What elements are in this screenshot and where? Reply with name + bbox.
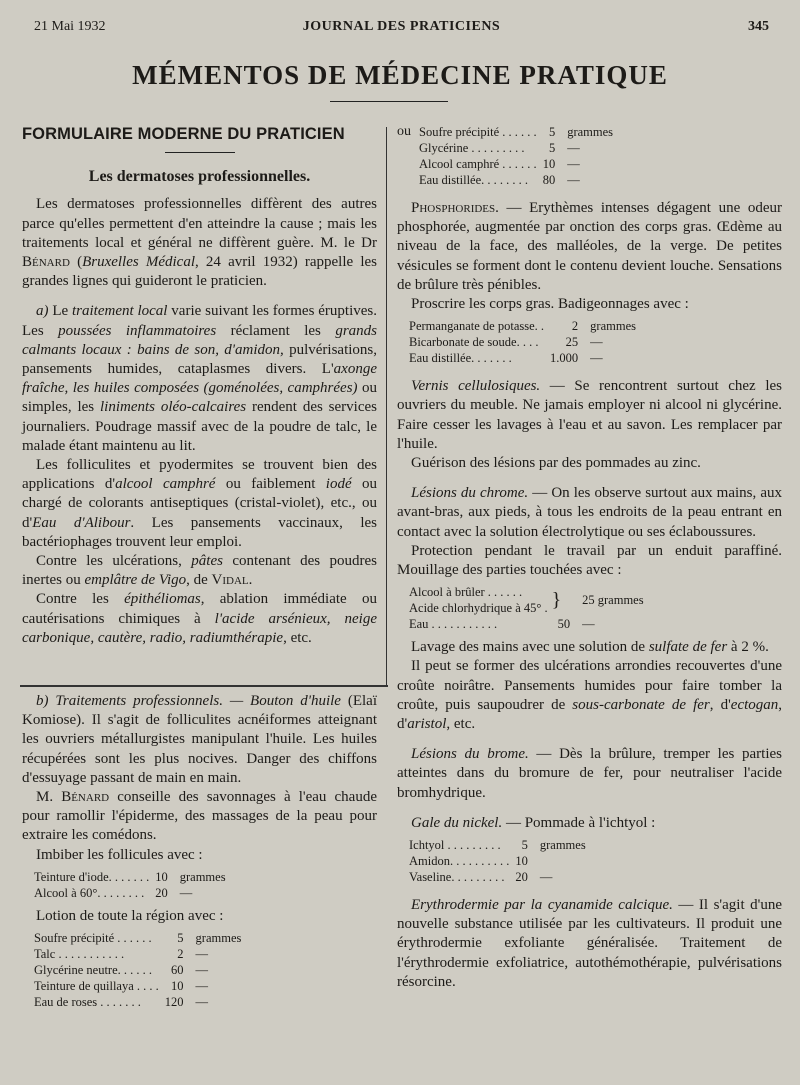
- formula-row: Amidon. . . . . . . . . . 10: [409, 854, 528, 869]
- formula-row: Teinture de quillaya . . . . 10 —: [34, 979, 209, 994]
- formula-chrome: [409, 584, 644, 632]
- intro-paragraph: Les dermatoses professionnelles diffèrent des autres parce qu'elles permettent d'en atteindre la cause ; mais les traitements local et général ne diffèrent guère. M. le Dr Bénard (Bruxelles Médical, 24 avril 1932) rappelle les grandes lignes qui guideront le praticien.: [22, 196, 377, 290]
- paragraph-epitheliomas: Contre les épithéliomas, ablation immédiate ou cautérisations chimiques à l'acide arsénieux, neige carbonique, cautère, radio, radiumthérapie, etc.: [22, 591, 377, 646]
- page-title: MÉMENTOS DE MÉDECINE PRATIQUE: [132, 60, 668, 90]
- formula-lotion: [34, 930, 241, 1010]
- guerison-line: Guérison des lésions par des pommades au zinc.: [411, 455, 701, 472]
- formula-ichtyol: [409, 837, 586, 885]
- formula-row: Talc . . . . . . . . . . . 2 —: [34, 947, 209, 962]
- imbiber-line: Imbiber les follicules avec :: [36, 846, 203, 863]
- formula-row: Bicarbonate de soude. . . . 25 —: [409, 335, 603, 350]
- formula-row: Alcool à brûler . . . . . . } 25 grammes: [409, 585, 644, 612]
- formula-row: Alcool camphré . . . . . . 10 —: [419, 157, 580, 171]
- formula-row: Eau . . . . . . . . . . . 50 —: [409, 617, 595, 632]
- formula-row: Soufre précipité . . . . . . 5 grammes: [34, 931, 242, 946]
- left-column: [22, 125, 377, 648]
- paragraph-folliculites: Les folliculites et pyodermites se trouvent bien des applications d'alcool camphré ou faiblement iodé ou chargé de colorants antiseptiques (cristal-violet), etc., ou d'Eau d'Alibour. Les pansements vaccinaux, les bactériophages trouvent leur emploi.: [22, 457, 378, 550]
- header-journal: JOURNAL DES PRATICIENS: [302, 19, 501, 34]
- formula-row: Glycérine neutre. . . . . . 60 —: [34, 963, 209, 978]
- formula-row: Ichtyol . . . . . . . . . 5 grammes: [409, 838, 586, 853]
- paragraph-benard: M. Bénard conseille des savonnages à l'eau chaude pour ramollir l'épiderme, des massages de la peau pour extraire les comédons.: [22, 789, 377, 844]
- formula-row: Eau distillée. . . . . . . . 80 —: [419, 173, 580, 187]
- paragraph-professional: b) Traitements professionnels. — Bouton d'huile (Elaï Komiose). Il s'agit de folliculites acnéiformes atteignant les ouvriers métallurgistes manipulant l'huile. Les huiles récupérées sont les plus nocives. Danger des chiffons d'essuyage passant de main en main.: [22, 693, 377, 786]
- page-header: [34, 19, 769, 39]
- formula-row: ou Soufre précipité . . . . . . 5 grammes: [397, 124, 614, 139]
- article-subtitle: Les dermatoses professionnelles.: [88, 168, 311, 186]
- ou-label: ou: [397, 124, 411, 139]
- paragraph-erythrodermie: Erythrodermie par la cyanamide calcique. — Il s'agit d'une nouvelle substance utilisée par les cultivateurs. Il produit une érythrodermie exfoliante généralisée. Traitement de l'érythrodermie exfoliatrice, autothémothérapie, pulvérisations résorcine.: [397, 897, 783, 990]
- header-page-number: 345: [748, 19, 769, 34]
- formula-iode: [34, 869, 226, 901]
- header-date: 21 Mai 1932: [34, 19, 106, 34]
- formula-row: Glycérine . . . . . . . . . 5 —: [419, 141, 580, 155]
- section-divider: [20, 685, 388, 687]
- formula-row: Alcool à 60°. . . . . . . . 20 —: [34, 885, 193, 900]
- paragraph-lavage: Lavage des mains avec une solution de sulfate de fer à 2 %.: [411, 639, 769, 656]
- paragraph-phosphorides: Phosphorides. — Erythèmes intenses dégagent une odeur phosphorée, augmentée par onction des corps gras. Œdème au niveau de la face, des malléoles, de la verge. De petites vésicules se forment dont le contenu devient louche. Sensations de brûlure très pénibles.: [397, 200, 782, 293]
- lotion-line: Lotion de toute la région avec :: [36, 907, 224, 924]
- formula-row: Teinture d'iode. . . . . . . 10 grammes: [34, 869, 226, 884]
- proscrire-line: Proscrire les corps gras. Badigeonnages avec :: [411, 296, 689, 313]
- section-title-rule: [165, 152, 235, 153]
- column-divider: [386, 127, 387, 687]
- paragraph-vernis: Vernis cellulosiques. — Se rencontrent surtout chez les ouvriers du meuble. Ne jamais employer ni alcool ni glycérine. Faire cesser les lavages à l'eau et au savon. Les remplacer par l'huile.: [397, 378, 782, 452]
- paragraph-ulcerations: Contre les ulcérations, pâtes contenant des poudres inertes ou emplâtre de Vigo, de Vidal.: [22, 553, 378, 589]
- section-title: FORMULAIRE MODERNE DU PRATICIEN: [22, 125, 345, 143]
- formula-row: Eau de roses . . . . . . . 120 —: [34, 995, 209, 1010]
- formula-row: Acide chlorhydrique à 45° .: [409, 601, 548, 616]
- paragraph-brome: Lésions du brome. — Dès la brûlure, tremper les parties atteintes dans du bromure de fer, pour neutraliser l'acide bromhydrique.: [397, 746, 782, 801]
- paragraph-local-treatment: a) Le traitement local varie suivant les formes éruptives. Les poussées inflammatoires réclament les grands calmants locaux : bains de son, d'amidon, pulvérisations, pansements humides, cataplasmes divers. L'axonge fraîche, les huiles composées (goménolées, camphrées) ou simples, les liniments oléo-calcaires rendent des services journaliers. Poudrage massif avec de la poudre de talc, le malade étant maintenu au lit.: [22, 303, 378, 454]
- paragraph-protection: Protection pendant le travail par un enduit paraffiné. Mouillage des parties touchées avec :: [397, 542, 782, 579]
- formula-row: Eau distillée. . . . . . . 1.000 —: [409, 351, 603, 366]
- paragraph-nickel: Gale du nickel. — Pommade à l'ichtyol :: [411, 814, 656, 831]
- paragraph-ulcerations-chrome: Il peut se former des ulcérations arrondies recouvertes d'une croûte noirâtre. Pansements humides pour faire tomber la croûte, puis saupoudrer de sous-carbonate de fer, d'ectogan, d'aristol, etc.: [397, 658, 783, 733]
- paragraph-chrome: Lésions du chrome. — On les observe surtout aux mains, aux avant-bras, aux pieds, à tous les endroits de la peau entrant en contact avec la solution électrolytique ou ses éclaboussures.: [397, 485, 782, 540]
- formula-row: Vaseline. . . . . . . . . 20 —: [409, 870, 553, 885]
- left-column-bottom: [22, 692, 377, 1016]
- formula-row: Permanganate de potasse. . 2 grammes: [409, 319, 636, 334]
- title-rule: [330, 101, 448, 102]
- right-column: [397, 118, 782, 992]
- formula-soufre: [397, 124, 613, 188]
- formula-permanganate: [409, 318, 636, 366]
